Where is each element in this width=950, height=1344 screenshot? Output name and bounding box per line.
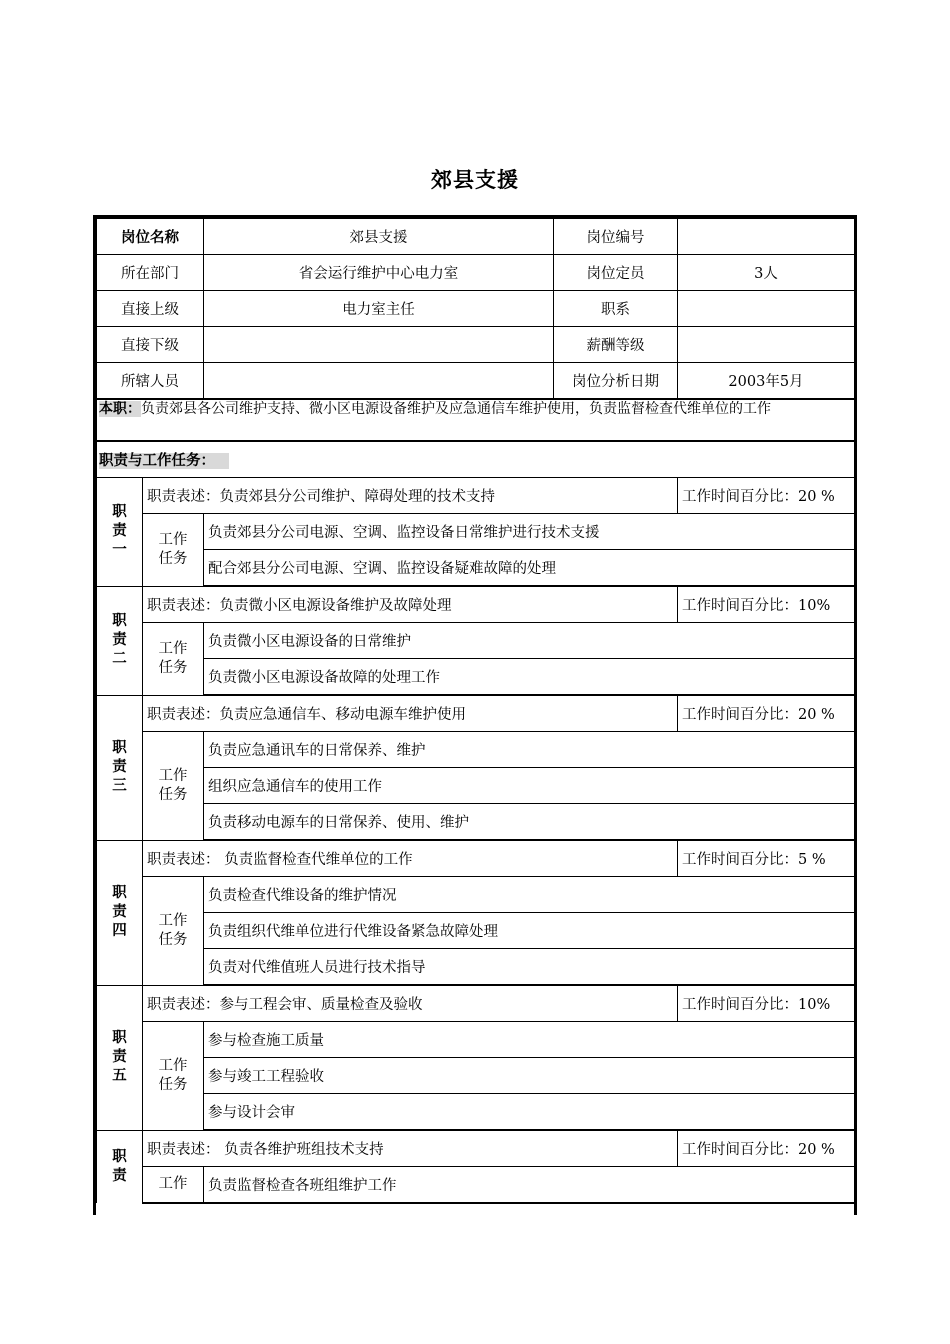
duties-body bbox=[97, 478, 855, 1204]
salary-label: 薪酬等级 bbox=[554, 327, 678, 363]
duty-label bbox=[97, 478, 143, 587]
task-label-text: 工作任务 bbox=[158, 1057, 188, 1093]
task-row bbox=[97, 804, 855, 841]
duty-label-text: 职责四 bbox=[112, 885, 127, 939]
duty-row bbox=[97, 695, 855, 732]
task-label-text: 工作任务 bbox=[158, 767, 188, 803]
duties-header: 职责与工作任务： bbox=[99, 453, 229, 469]
duty-label-text: 职责三 bbox=[112, 740, 127, 794]
staff-value bbox=[204, 363, 554, 400]
task-label bbox=[143, 1022, 204, 1131]
duty-description: 职责表述： 负责监督检查代维单位的工作 bbox=[143, 840, 678, 877]
duty-description: 职责表述：参与工程会审、质量检查及验收 bbox=[143, 985, 678, 1022]
duty-time-percent: 工作时间百分比：20 % bbox=[678, 695, 855, 732]
benzhi-text: 负责郊县各公司维护支持、微小区电源设备维护及应急通信车维护使用，负责监督检查代维单位的工作 bbox=[141, 401, 771, 417]
task-row bbox=[97, 1094, 855, 1131]
task-item: 参与竣工工程验收 bbox=[204, 1058, 855, 1094]
duty-time-percent: 工作时间百分比：20 % bbox=[678, 478, 855, 514]
duty-row bbox=[97, 1130, 855, 1167]
info-row bbox=[97, 327, 855, 363]
task-item: 负责组织代维单位进行代维设备紧急故障处理 bbox=[204, 913, 855, 949]
task-item: 组织应急通信车的使用工作 bbox=[204, 768, 855, 804]
duty-time-percent: 工作时间百分比：5 % bbox=[678, 840, 855, 877]
series-value bbox=[678, 291, 855, 327]
task-item: 负责移动电源车的日常保养、使用、维护 bbox=[204, 804, 855, 841]
series-label: 职系 bbox=[554, 291, 678, 327]
duty-label-text: 职责 bbox=[112, 1148, 127, 1184]
salary-value bbox=[678, 327, 855, 363]
duty-description: 职责表述： 负责各维护班组技术支持 bbox=[143, 1130, 678, 1167]
task-label-text: 工作 bbox=[158, 1176, 188, 1192]
duty-label bbox=[97, 586, 143, 695]
task-item: 负责应急通讯车的日常保养、维护 bbox=[204, 732, 855, 768]
duty-row bbox=[97, 985, 855, 1022]
duty-label bbox=[97, 695, 143, 840]
duty-time-percent: 工作时间百分比：10% bbox=[678, 586, 855, 623]
superior-value: 电力室主任 bbox=[204, 291, 554, 327]
task-item: 负责郊县分公司电源、空调、监控设备日常维护进行技术支援 bbox=[204, 514, 855, 550]
task-row bbox=[97, 949, 855, 986]
task-label bbox=[143, 1167, 204, 1204]
benzhi-cell bbox=[97, 399, 855, 441]
subordinate-label: 直接下级 bbox=[97, 327, 204, 363]
task-row bbox=[97, 623, 855, 659]
task-label-text: 工作任务 bbox=[158, 531, 188, 567]
task-label bbox=[143, 877, 204, 986]
benzhi-row bbox=[97, 399, 855, 441]
duty-label bbox=[97, 985, 143, 1130]
task-label-text: 工作任务 bbox=[158, 912, 188, 948]
task-row bbox=[97, 1022, 855, 1058]
task-row bbox=[97, 913, 855, 949]
subordinate-value bbox=[204, 327, 554, 363]
page-title: 郊县支援 bbox=[431, 168, 519, 192]
task-row bbox=[97, 1167, 855, 1204]
duty-label bbox=[97, 840, 143, 985]
task-label bbox=[143, 623, 204, 696]
duty-row bbox=[97, 840, 855, 877]
quota-value: 3人 bbox=[678, 255, 855, 291]
task-item: 负责微小区电源设备的日常维护 bbox=[204, 623, 855, 659]
info-row bbox=[97, 219, 855, 255]
duty-time-percent: 工作时间百分比：10% bbox=[678, 985, 855, 1022]
task-item: 负责检查代维设备的维护情况 bbox=[204, 877, 855, 913]
task-row bbox=[97, 659, 855, 696]
dept-value: 省会运行维护中心电力室 bbox=[204, 255, 554, 291]
task-item: 参与检查施工质量 bbox=[204, 1022, 855, 1058]
job-name-label: 岗位名称 bbox=[97, 219, 204, 255]
quota-label: 岗位定员 bbox=[554, 255, 678, 291]
task-item: 负责微小区电源设备故障的处理工作 bbox=[204, 659, 855, 696]
job-no-value bbox=[678, 219, 855, 255]
info-row bbox=[97, 255, 855, 291]
task-label-text: 工作任务 bbox=[158, 640, 188, 676]
duty-label-text: 职责二 bbox=[112, 613, 127, 667]
task-item: 参与设计会审 bbox=[204, 1094, 855, 1131]
info-row bbox=[97, 291, 855, 327]
duty-description: 职责表述：负责郊县分公司维护、障碍处理的技术支持 bbox=[143, 478, 678, 514]
duty-label-text: 职责一 bbox=[112, 504, 127, 559]
duties-header-row bbox=[97, 441, 855, 478]
task-item: 负责对代维值班人员进行技术指导 bbox=[204, 949, 855, 986]
staff-label: 所辖人员 bbox=[97, 363, 204, 400]
task-row bbox=[97, 877, 855, 913]
duty-row bbox=[97, 478, 855, 514]
duty-row bbox=[97, 586, 855, 623]
duty-description: 职责表述：负责应急通信车、移动电源车维护使用 bbox=[143, 695, 678, 732]
duty-label-text: 职责五 bbox=[112, 1030, 127, 1084]
date-value: 2003年5月 bbox=[678, 363, 855, 400]
task-row bbox=[97, 768, 855, 804]
benzhi-label: 本职： bbox=[99, 401, 141, 417]
duty-time-percent: 工作时间百分比：20 % bbox=[678, 1130, 855, 1167]
date-label: 岗位分析日期 bbox=[554, 363, 678, 400]
job-description-table bbox=[93, 215, 857, 1215]
job-name-value: 郊县支援 bbox=[204, 219, 554, 255]
task-item: 负责监督检查各班组维护工作 bbox=[204, 1167, 855, 1204]
duty-description: 职责表述：负责微小区电源设备维护及故障处理 bbox=[143, 586, 678, 623]
job-no-label: 岗位编号 bbox=[554, 219, 678, 255]
task-row bbox=[97, 1058, 855, 1094]
duty-label bbox=[97, 1130, 143, 1203]
superior-label: 直接上级 bbox=[97, 291, 204, 327]
task-row bbox=[97, 550, 855, 587]
task-label bbox=[143, 732, 204, 841]
task-label bbox=[143, 514, 204, 587]
task-row bbox=[97, 732, 855, 768]
info-row bbox=[97, 363, 855, 400]
dept-label: 所在部门 bbox=[97, 255, 204, 291]
task-row bbox=[97, 514, 855, 550]
task-item: 配合郊县分公司电源、空调、监控设备疑难故障的处理 bbox=[204, 550, 855, 587]
